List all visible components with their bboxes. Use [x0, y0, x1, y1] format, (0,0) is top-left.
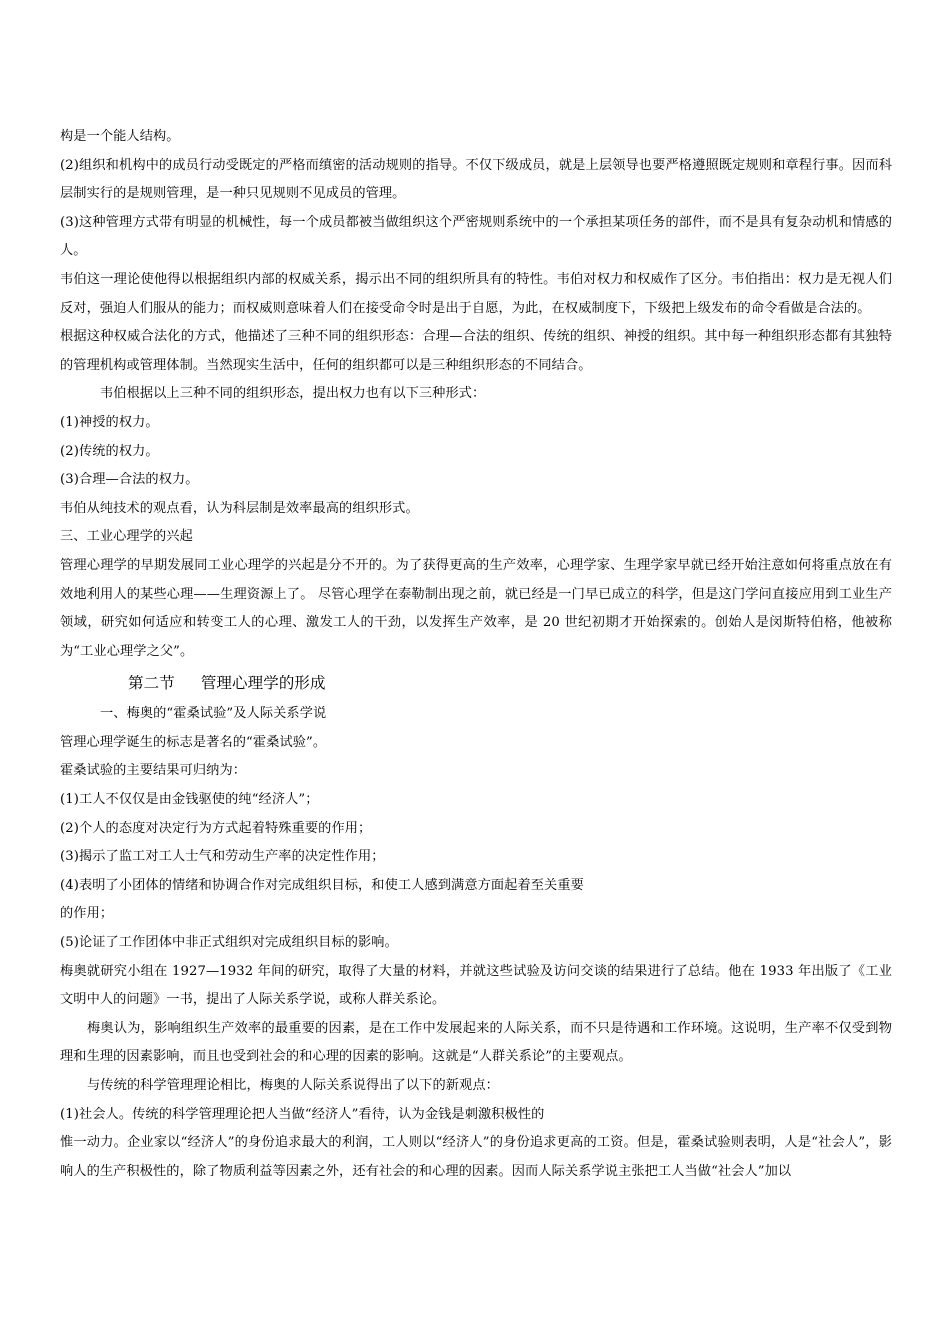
subsection-heading-1: 一、梅奥的“霍桑试验”及人际关系学说: [100, 706, 327, 722]
paragraph-22: 梅奥就研究小组在 1927—1932 年间的研究，取得了大量的材料，并就这些试验及访问交谈的结果进行了总结。他在 1933 年出版了《工业文明中人的问题》一书，提出了人际关系学说，或称人群关系论。: [60, 963, 892, 1008]
section-heading: [60, 666, 892, 700]
list-item-result-2: (2)个人的态度对决定行为方式起着特殊重要的作用；: [60, 820, 372, 836]
section-number: 第二节: [128, 674, 175, 693]
paragraph-23: 梅奥认为，影响组织生产效率的最重要的因素，是在工作中发展起来的人际关系，而不只是待遇和工作环境。这说明，生产率不仅受到物理和生理的因素影响，而且也受到社会的和心理的因素的影响。这就是“人群关系论”的主要观点。: [60, 1020, 892, 1065]
paragraph-24: 与传统的科学管理理论相比，梅奥的人际关系说得出了以下的新观点：: [87, 1078, 499, 1093]
paragraph-6: 韦伯根据以上三种不同的组织形态，提出权力也有以下三种形式：: [100, 386, 486, 402]
paragraph-14: 管理心理学诞生的标志是著名的“霍桑试验”。: [60, 734, 327, 750]
paragraph-3: (3)这种管理方式带有明显的机械性，每一个成员都被当做组织这个严密规则系统中的一个承担某项任务的部件，而不是具有复杂动机和情感的人。: [60, 214, 892, 259]
paragraph-10: 韦伯从纯技术的观点看，认为科层制是效率最高的组织形式。: [60, 500, 419, 516]
document-page: [60, 123, 892, 1186]
list-item-result-5: (5)论证了工作团体中非正式组织对完成组织目标的影响。: [60, 935, 398, 951]
list-item-result-3: (3)揭示了监工对工人士气和劳动生产率的决定性作用；: [60, 849, 385, 865]
list-item-result-4-cont: 的作用；: [60, 906, 114, 922]
paragraph-26: 惟一动力。企业家以“经济人”的身份追求最大的利润，工人则以“经济人”的身份追求更高的工资。但是，霍桑试验则表明，人是“社会人”，影响人的生产积极性的，除了物质利益等因素之外，还有社会的和心理的因素。因而人际关系学说主张把工人当做“社会人”加以: [60, 1135, 892, 1179]
list-item-power-1: (1)神授的权力。: [60, 414, 159, 430]
paragraph-1: 构是一个能人结构。: [60, 129, 180, 144]
paragraph-2: (2)组织和机构中的成员行动受既定的严格而缜密的活动规则的指导。不仅下级成员，就是上层领导也要严格遵照既定规则和章程行事。因而科层制实行的是规则管理，是一种只见规则不见成员的管理。: [60, 157, 892, 202]
list-item-power-3: (3)合理—合法的权力。: [60, 472, 199, 488]
subsection-heading-3: 三、工业心理学的兴起: [60, 529, 193, 545]
list-item-result-1: (1)工人不仅仅是由金钱驱使的纯“经济人”；: [60, 792, 319, 808]
paragraph-15: 霍桑试验的主要结果可归纳为：: [60, 763, 247, 779]
paragraph-25: (1)社会人。传统的科学管理理论把人当做“经济人”看待，认为金钱是刺激积极性的: [60, 1106, 545, 1122]
paragraph-5: 根据这种权威合法化的方式，他描述了三种不同的组织形态：合理—合法的组织、传统的组织、神授的组织。其中每一种组织形态都有其独特的管理机构或管理体制。当然现实生活中，任何的组织都可以是三种组织形态的不同结合。: [60, 329, 892, 373]
list-item-result-4: (4)表明了小团体的情绪和协调合作对完成组织目标，和使工人感到满意方面起着至关重要: [60, 877, 584, 893]
section-name: 管理心理学的形成: [200, 674, 326, 693]
paragraph-12: 管理心理学的早期发展同工业心理学的兴起是分不开的。为了获得更高的生产效率，心理学家、生理学家早就已经开始注意如何将重点放在有效地利用人的某些心理——生理资源上了。 尽管心理学在泰勒制出现之前，就已经是一门早已成立的科学，但是这门学问直接应用到工业生产领域，研究如何适应和转变工人的心理、激发工人的干劲，以发挥生产效率，是 20 世纪初期才开始探索的。创始人是闵斯特伯格，他被称为“工业心理学之父”。: [60, 557, 892, 659]
paragraph-4: 韦伯这一理论使他得以根据组织内部的权威关系，揭示出不同的组织所具有的特性。韦伯对权力和权威作了区分。韦伯指出：权力是无视人们反对，强迫人们服从的能力；而权威则意味着人们在接受命令时是出于自愿，为此，在权威制度下，下级把上级发布的命令看做是合法的。: [60, 271, 892, 316]
list-item-power-2: (2)传统的权力。: [60, 443, 159, 459]
